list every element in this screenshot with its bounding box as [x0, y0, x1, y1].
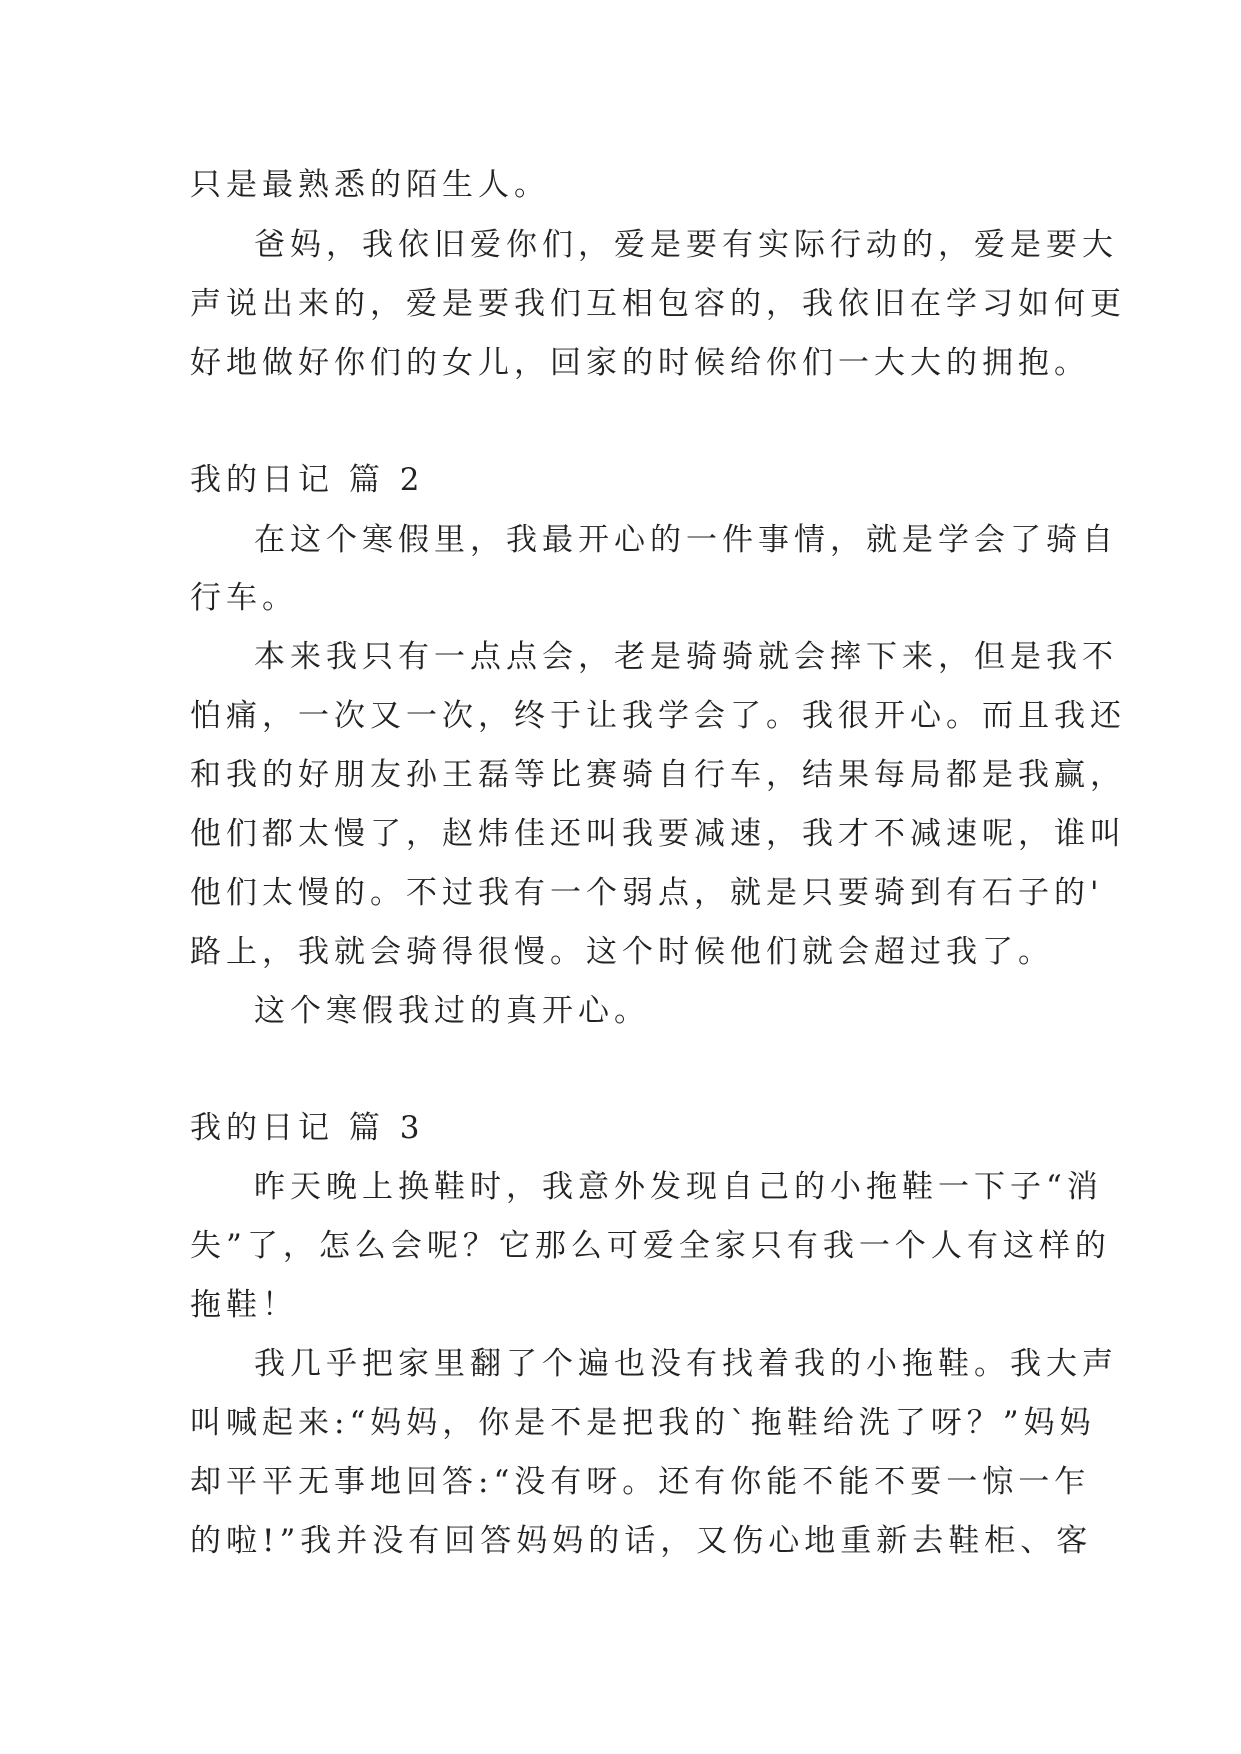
paragraph-line: 失”了，怎么会呢？它那么可爱全家只有我一个人有这样的 — [190, 1228, 1111, 1264]
paragraph-line: 行车。 — [190, 580, 298, 616]
paragraph-line: 的啦!”我并没有回答妈妈的话，又伤心地重新去鞋柜、客 — [190, 1523, 1093, 1559]
paragraph-line: 只是最熟悉的陌生人。 — [190, 167, 550, 203]
paragraph-line: 他们都太慢了，赵炜佳还叫我要减速，我才不减速呢，谁叫 — [190, 816, 1126, 852]
paragraph-line: 却平平无事地回答:“没有呀。还有你能不能不要一惊一乍 — [190, 1464, 1091, 1500]
paragraph-line: 怕痛，一次又一次，终于让我学会了。我很开心。而且我还 — [190, 698, 1126, 734]
paragraph-line: 昨天晚上换鞋时，我意外发现自己的小拖鞋一下子“消 — [254, 1169, 1103, 1205]
paragraph-line: 好地做好你们的女儿，回家的时候给你们一大大的拥抱。 — [190, 345, 1090, 381]
section-title: 我的日记 篇 3 — [190, 1110, 425, 1146]
paragraph-line: 和我的好朋友孙王磊等比赛骑自行车，结果每局都是我赢， — [190, 757, 1126, 793]
section-title: 我的日记 篇 2 — [190, 462, 425, 498]
paragraph-line: 他们太慢的。不过我有一个弱点，就是只要骑到有石子的' — [190, 875, 1104, 911]
paragraph-line: 路上，我就会骑得很慢。这个时候他们就会超过我了。 — [190, 934, 1054, 970]
paragraph-line: 声说出来的，爱是要我们互相包容的，我依旧在学习如何更 — [190, 286, 1126, 322]
paragraph-line: 这个寒假我过的真开心。 — [254, 993, 650, 1029]
paragraph-line: 我几乎把家里翻了个遍也没有找着我的小拖鞋。我大声 — [254, 1346, 1118, 1382]
paragraph-line: 爸妈，我依旧爱你们，爱是要有实际行动的，爱是要大 — [254, 227, 1118, 263]
paragraph-line: 本来我只有一点点会，老是骑骑就会摔下来，但是我不 — [254, 639, 1118, 675]
paragraph-line: 叫喊起来:“妈妈，你是不是把我的`拖鞋给洗了呀？”妈妈 — [190, 1405, 1096, 1441]
paragraph-line: 在这个寒假里，我最开心的一件事情，就是学会了骑自 — [254, 522, 1118, 558]
paragraph-line: 拖鞋！ — [190, 1287, 298, 1323]
